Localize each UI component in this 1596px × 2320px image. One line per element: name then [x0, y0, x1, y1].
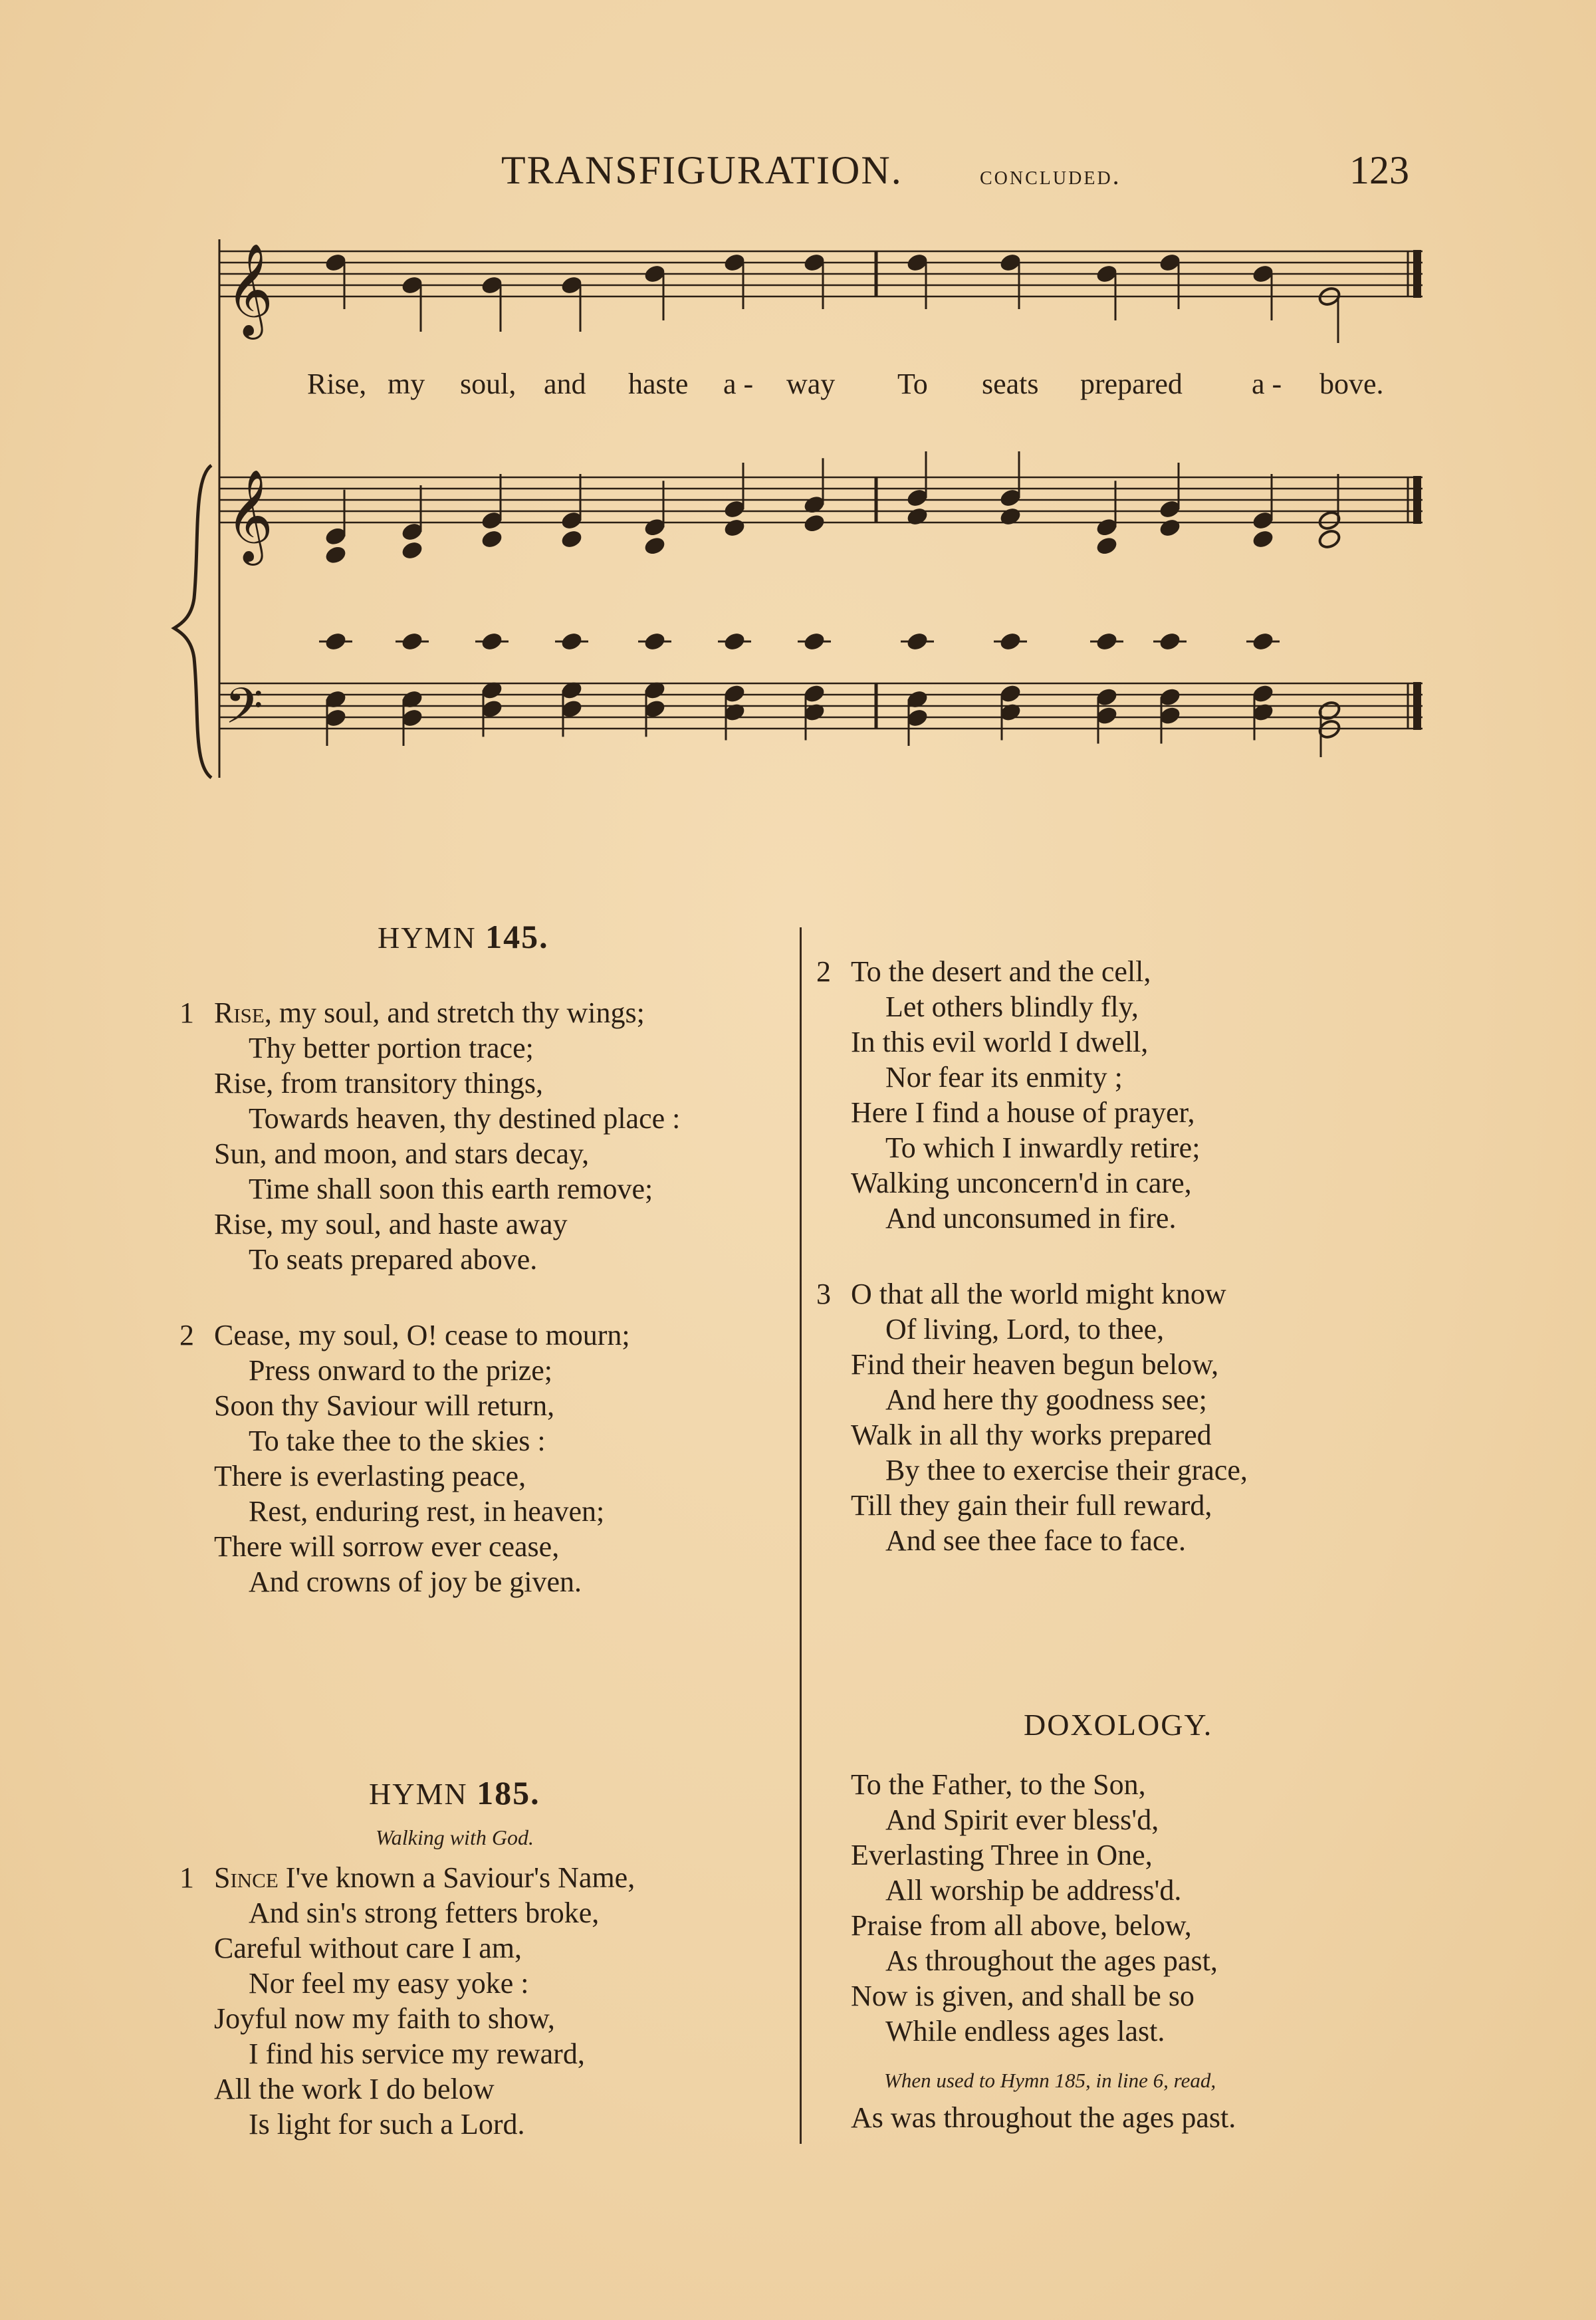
- verse-line: [851, 1802, 1218, 1837]
- verse-text: To the desert and the cell,: [851, 955, 1151, 988]
- verse-text: Walk in all thy works prepared: [851, 1419, 1212, 1451]
- lyric-syllable: haste: [628, 368, 689, 400]
- note-head: [1251, 631, 1275, 653]
- lyric-syllable: and: [544, 368, 586, 400]
- final-bar: [1413, 682, 1421, 730]
- hymn-185-verse-1: [179, 1860, 635, 2142]
- verse-text: In this evil world I dwell,: [851, 1026, 1149, 1058]
- verse-text: And here thy goodness see;: [885, 1383, 1207, 1416]
- verse-text: To which I inwardly retire;: [885, 1131, 1200, 1164]
- lyric-syllable: soul,: [460, 368, 516, 400]
- doxology-note: When used to Hymn 185, in line 6, read,: [884, 2069, 1216, 2092]
- verse-line: [851, 1312, 1248, 1347]
- note-head: [723, 517, 746, 539]
- verse-line: [214, 2036, 635, 2071]
- verse-line: [214, 2071, 635, 2107]
- verse-line: [851, 1347, 1248, 1382]
- verse-text: Is light for such a Lord.: [249, 2108, 525, 2141]
- lyric-syllable: seats: [982, 368, 1039, 400]
- verse-text: By thee to exercise their grace,: [885, 1454, 1248, 1486]
- verse-line: [214, 1136, 680, 1171]
- verse-line: [214, 1564, 630, 1599]
- verse-text: All worship be address'd.: [885, 1874, 1182, 1907]
- note-head: [400, 540, 424, 562]
- verse-line: [214, 1030, 680, 1066]
- verse-line: [851, 1767, 1218, 1802]
- verse-line: [851, 1417, 1248, 1452]
- verse-text: Towards heaven, thy destined place :: [249, 1102, 681, 1135]
- verse-number: 3: [816, 1278, 831, 1310]
- note-head: [1158, 517, 1182, 539]
- verse-line: [179, 1318, 630, 1353]
- bass-clef-icon: 𝄢: [225, 677, 263, 747]
- verse-line: [214, 1930, 635, 1966]
- lyric-syllable: bove.: [1319, 368, 1384, 400]
- note-head: [1158, 631, 1182, 653]
- verse-text: Here I find a house of prayer,: [851, 1096, 1195, 1129]
- hymn-185-title: HYMN 185.: [369, 1774, 540, 1811]
- verse-line: [214, 1242, 680, 1277]
- verse-text: To the Father, to the Son,: [851, 1768, 1146, 1801]
- verse-text: Walking unconcern'd in care,: [851, 1167, 1192, 1199]
- lyric-syllable: my: [388, 368, 425, 400]
- verse-text: Cease, my soul, O! cease to mourn;: [214, 1319, 630, 1351]
- verse-line: [214, 2001, 635, 2036]
- verse-line: [851, 1523, 1248, 1558]
- verse-text: And crowns of joy be given.: [249, 1566, 582, 1598]
- verse-text: Rest, enduring rest, in heaven;: [249, 1495, 605, 1528]
- lyric-syllable: a -: [1252, 368, 1282, 400]
- verse-text: Nor feel my easy yoke :: [249, 1967, 529, 2000]
- lyric-syllable: prepared: [1080, 368, 1183, 400]
- verse-line: [851, 1382, 1248, 1417]
- verse-line: [851, 1488, 1248, 1523]
- note-head: [998, 631, 1022, 653]
- lyric-syllable: To: [897, 368, 928, 400]
- verse-line: [851, 1024, 1200, 1060]
- hymn-145-verse-1: [179, 995, 681, 1277]
- verse-number: 2: [816, 955, 831, 988]
- note-head: [324, 544, 348, 566]
- verse-line: [851, 989, 1200, 1024]
- note-head: [802, 513, 826, 534]
- verse-text: , my soul, and stretch thy wings;: [264, 996, 645, 1029]
- note-head: [1095, 631, 1119, 653]
- treble-clef-icon: 𝄞: [226, 243, 273, 336]
- doxology-title: DOXOLOGY.: [1024, 1708, 1213, 1742]
- note-head: [723, 631, 746, 653]
- verse-text: Joyful now my faith to show,: [214, 2002, 555, 2035]
- verse-text: To seats prepared above.: [249, 1243, 538, 1276]
- hymn-145-verse-2: [179, 1318, 630, 1599]
- hymn-185-verse-3: [816, 1276, 1248, 1558]
- column-divider: [800, 927, 802, 2144]
- verse-text: And see thee face to face.: [885, 1524, 1186, 1557]
- verse-text: All the work I do below: [214, 2073, 495, 2105]
- verse-line: [214, 1423, 630, 1458]
- brace: [174, 465, 211, 778]
- note-head: [400, 631, 424, 653]
- verse-line: [179, 995, 680, 1030]
- note-head: [643, 631, 667, 653]
- verse-line: [214, 1494, 630, 1529]
- lyric-syllable: a -: [723, 368, 754, 400]
- verse-line: [851, 1908, 1218, 1943]
- note-head: [643, 535, 667, 557]
- verse-text: I find his service my reward,: [249, 2037, 585, 2070]
- note-head: [802, 631, 826, 653]
- verse-line: [214, 1529, 630, 1564]
- lyric-syllable: Rise,: [307, 368, 367, 400]
- verse-line: [816, 954, 1200, 989]
- verse-line: [214, 1895, 635, 1930]
- verse-line: [851, 1837, 1218, 1873]
- hymn-185-verse-2: [816, 954, 1200, 1236]
- verse-text: Time shall soon this earth remove;: [249, 1173, 653, 1205]
- note-head: [1095, 535, 1119, 557]
- verse-text: There is everlasting peace,: [214, 1460, 526, 1492]
- verse-line: [851, 1060, 1200, 1095]
- note-head: [480, 528, 504, 550]
- running-title: TRANSFIGURATION.: [501, 148, 903, 192]
- verse-number: 2: [179, 1319, 194, 1351]
- verse-line: [851, 1095, 1200, 1130]
- treble-clef-icon: 𝄞: [226, 469, 273, 562]
- verse-line: [851, 1873, 1218, 1908]
- verse-line: [214, 1458, 630, 1494]
- verse-line: [816, 1276, 1248, 1312]
- verse-line: [851, 2014, 1218, 2049]
- verse-text: I've known a Saviour's Name,: [278, 1861, 635, 1894]
- hymn-185-subtitle: Walking with God.: [376, 1825, 534, 1849]
- verse-text: And Spirit ever bless'd,: [885, 1803, 1159, 1836]
- verse-line: [851, 1452, 1248, 1488]
- verse-line: [214, 1207, 680, 1242]
- verse-line: [214, 2107, 635, 2142]
- verse-text: Rise, my soul, and haste away: [214, 1208, 568, 1240]
- verse-line: [214, 1353, 630, 1388]
- verse-text: Thy better portion trace;: [249, 1032, 534, 1064]
- note-head: [560, 528, 584, 550]
- doxology-alt-line: As was throughout the ages past.: [851, 2101, 1236, 2134]
- note-head: [998, 506, 1022, 528]
- verse-number: 1: [179, 1861, 194, 1894]
- music-lyrics: [0, 367, 1596, 407]
- note-head: [324, 631, 348, 653]
- verse-text: Careful without care I am,: [214, 1932, 522, 1964]
- verse-lead-word: Since: [214, 1861, 279, 1894]
- doxology-verse: [851, 1767, 1218, 2049]
- verse-text: While endless ages last.: [885, 2015, 1165, 2047]
- note-head: [480, 631, 504, 653]
- final-bar: [1413, 476, 1421, 524]
- lyric-syllable: way: [786, 368, 836, 400]
- verse-text: O that all the world might know: [851, 1278, 1226, 1310]
- verse-line: [851, 1165, 1200, 1201]
- verse-text: Press onward to the prize;: [249, 1354, 552, 1387]
- verse-line: [214, 1101, 680, 1136]
- verse-text: As throughout the ages past,: [885, 1944, 1218, 1977]
- note-head: [1317, 528, 1341, 550]
- verse-text: Praise from all above, below,: [851, 1909, 1192, 1942]
- verse-text: Nor fear its enmity ;: [885, 1061, 1123, 1094]
- verse-number: 1: [179, 996, 194, 1029]
- verse-text: Now is given, and shall be so: [851, 1980, 1195, 2012]
- verse-text: To take thee to the skies :: [249, 1425, 546, 1457]
- verse-text: And unconsumed in fire.: [885, 1202, 1177, 1234]
- verse-text: Everlasting Three in One,: [851, 1839, 1153, 1871]
- verse-text: Rise, from transitory things,: [214, 1067, 543, 1100]
- verse-line: [179, 1860, 635, 1895]
- note-head: [560, 631, 584, 653]
- verse-text: Find their heaven begun below,: [851, 1348, 1219, 1381]
- verse-line: [851, 1201, 1200, 1236]
- final-bar: [1413, 250, 1421, 298]
- verse-line: [851, 1943, 1218, 1978]
- verse-text: And sin's strong fetters broke,: [249, 1897, 600, 1929]
- verse-line: [214, 1388, 630, 1423]
- verse-text: Till they gain their full reward,: [851, 1489, 1212, 1522]
- running-subtitle: concluded.: [980, 160, 1121, 190]
- note-head: [905, 631, 929, 653]
- verse-text: Sun, and moon, and stars decay,: [214, 1137, 590, 1170]
- verse-line: [214, 1171, 680, 1207]
- verse-line: [851, 1978, 1218, 2014]
- verse-text: There will sorrow ever cease,: [214, 1530, 560, 1563]
- note-head: [905, 506, 929, 528]
- verse-text: Soon thy Saviour will return,: [214, 1389, 555, 1422]
- verse-line: [214, 1066, 680, 1101]
- verse-text: Of living, Lord, to thee,: [885, 1313, 1165, 1345]
- note-head: [1251, 528, 1275, 550]
- hymn-145-title: HYMN 145.: [378, 918, 549, 955]
- verse-text: Let others blindly fly,: [885, 990, 1139, 1023]
- verse-line: [851, 1130, 1200, 1165]
- page-number: 123: [1349, 148, 1409, 192]
- verse-lead-word: Rise: [214, 996, 265, 1029]
- verse-line: [214, 1966, 635, 2001]
